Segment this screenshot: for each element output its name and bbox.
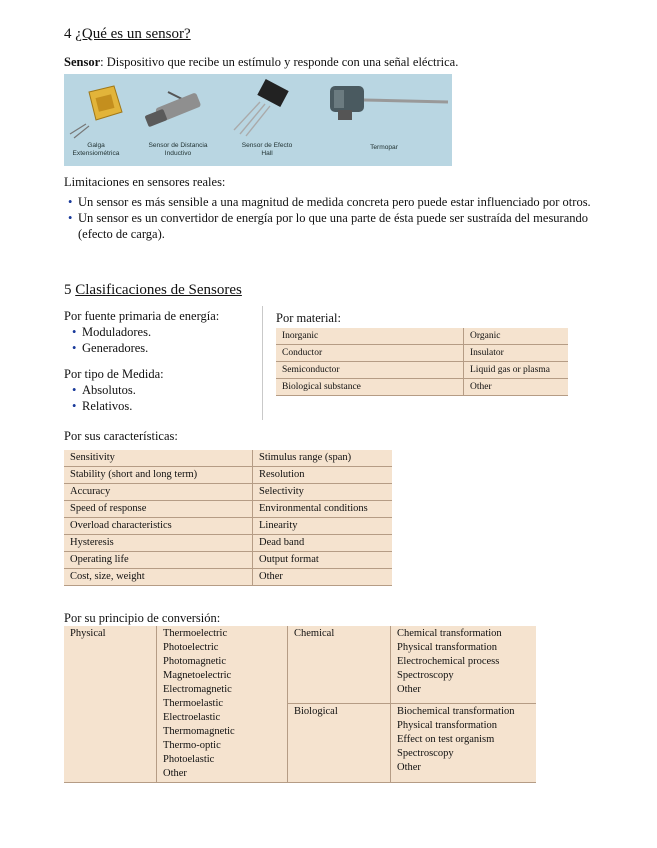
caption-thermocouple: Termopar — [370, 144, 398, 151]
list-item: Spectroscopy — [397, 670, 454, 681]
table-cell: Biological substance — [276, 379, 464, 396]
table-row — [276, 362, 568, 379]
section-number: 5 — [64, 282, 72, 298]
table-cell: Linearity — [253, 518, 393, 535]
list-item: Other — [163, 768, 187, 779]
table-cell: Chemical — [288, 626, 391, 704]
sensor-images — [64, 74, 452, 166]
list-item: Effect on test organism — [397, 734, 495, 746]
list-item: Magnetoelectric — [163, 670, 232, 681]
list-item: Photomagnetic — [163, 656, 226, 667]
list-item: • Un sensor es más sensible a una magnitud de medida concreta pero puede estar influenciado por otros. — [66, 194, 611, 210]
table-cell: Environmental conditions — [253, 501, 393, 518]
table-cell: Liquid gas or plasma — [464, 362, 569, 379]
list-item: Electrochemical process — [397, 656, 500, 667]
table-cell: Semiconductor — [276, 362, 464, 379]
table-cell: Organic — [464, 328, 569, 345]
material-table — [276, 328, 568, 396]
energy-title: Por fuente primaria de energía: — [64, 309, 220, 323]
table-cell: Physical — [64, 626, 157, 783]
list-item: Photoelastic — [163, 754, 215, 765]
thermocouple-image — [330, 86, 448, 120]
energy-list — [70, 324, 250, 356]
table-cell: Output format — [253, 552, 393, 569]
table-cell: Hysteresis — [64, 535, 253, 552]
list-item: Photoelectric — [163, 642, 219, 653]
section-number: 4 — [64, 26, 72, 42]
table-cell: Selectivity — [253, 484, 393, 501]
list-item: Chemical transformation — [397, 628, 502, 639]
table-cell: Sensitivity — [64, 450, 253, 467]
list-item: • Relativos. — [70, 398, 250, 414]
list-item: Biochemical transformation — [397, 706, 515, 718]
table-cell: Operating life — [64, 552, 253, 569]
list-item: • Generadores. — [70, 340, 250, 356]
table-row — [276, 345, 568, 362]
caption-inductive: Sensor de Distancia Inductivo — [148, 142, 208, 157]
table-cell: Overload characteristics — [64, 518, 253, 535]
table-cell: Accuracy — [64, 484, 253, 501]
list-item: Physical transformation — [397, 642, 498, 653]
list-item: Other — [397, 684, 421, 695]
list-item: • Moduladores. — [70, 324, 250, 340]
table-cell: Other — [464, 379, 569, 396]
caption-hall: Sensor de Efecto Hall — [241, 142, 293, 157]
characteristics-title: Por sus características: — [64, 429, 178, 443]
table-row — [64, 626, 536, 704]
caption-strain-gauge: Galga Extensiométrica — [72, 142, 120, 157]
list-item: Other — [397, 762, 421, 774]
table-cell: Resolution — [253, 467, 393, 484]
conv-biological-list — [391, 704, 537, 783]
list-item: Electroelastic — [163, 712, 221, 723]
table-row — [64, 569, 392, 586]
table-cell: Conductor — [276, 345, 464, 362]
table-cell: Stability (short and long term) — [64, 467, 253, 484]
conv-chemical-list — [391, 626, 537, 704]
table-row — [64, 535, 392, 552]
conv-physical-list — [157, 626, 288, 783]
table-row — [64, 467, 392, 484]
list-item: Thermo-optic — [163, 740, 221, 751]
limits-title: Limitaciones en sensores reales: — [64, 175, 226, 189]
list-item: • Absolutos. — [70, 382, 250, 398]
list-item: Electromagnetic — [163, 684, 232, 695]
section-title: ¿Qué es un sensor? — [75, 26, 191, 42]
list-item: Physical transformation — [397, 720, 498, 732]
table-cell: Speed of response — [64, 501, 253, 518]
characteristics-table — [64, 450, 392, 586]
table-row — [64, 501, 392, 518]
list-item: • Un sensor es un convertidor de energía por lo que una parte de ésta puede ser sustraída del mesurando (efecto de carga). — [66, 210, 611, 242]
measure-list — [70, 382, 250, 414]
table-row — [64, 450, 392, 467]
hall-sensor-image — [234, 79, 289, 136]
list-item: Thermoelastic — [163, 698, 224, 709]
table-cell: Inorganic — [276, 328, 464, 345]
table-cell: Insulator — [464, 345, 569, 362]
list-item: Thermomagnetic — [163, 726, 235, 737]
conversion-table — [64, 626, 536, 783]
definition-text: : Dispositivo que recibe un estímulo y responde con una señal eléctrica. — [100, 55, 459, 69]
inductive-sensor-image — [144, 92, 201, 127]
list-item: Spectroscopy — [397, 748, 454, 760]
table-cell: Biological — [288, 704, 391, 783]
table-row — [276, 328, 568, 345]
sensor-definition — [64, 54, 458, 70]
definition-term: Sensor — [64, 55, 101, 69]
conversion-title: Por su principio de conversión: — [64, 611, 221, 625]
measure-title: Por tipo de Medida: — [64, 367, 164, 381]
table-row — [64, 518, 392, 535]
table-cell: Other — [253, 569, 393, 586]
material-title: Por material: — [276, 311, 341, 325]
section-5-heading — [64, 282, 242, 299]
strain-gauge-image — [70, 86, 122, 138]
list-item: Thermoelectric — [163, 628, 228, 639]
table-row — [64, 552, 392, 569]
table-row — [276, 379, 568, 396]
column-divider — [262, 306, 263, 420]
limits-list — [66, 194, 611, 242]
section-title: Clasificaciones de Sensores — [75, 282, 242, 298]
table-cell: Cost, size, weight — [64, 569, 253, 586]
table-cell: Stimulus range (span) — [253, 450, 393, 467]
table-row — [64, 484, 392, 501]
section-4-heading — [64, 26, 191, 43]
table-cell: Dead band — [253, 535, 393, 552]
